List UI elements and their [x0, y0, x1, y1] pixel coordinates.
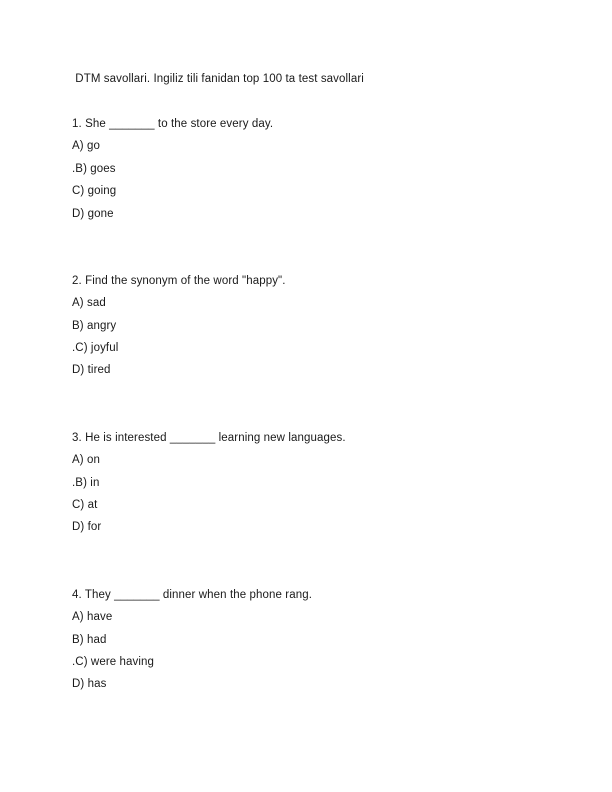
question-block-2: [72, 270, 576, 382]
question-block-3: [72, 427, 576, 539]
question-4-option-b: B) had: [72, 633, 107, 646]
question-1-option-b: .B) goes: [72, 162, 116, 175]
question-3-option-b: .B) in: [72, 476, 100, 489]
question-block-1: [72, 113, 576, 225]
document-title: DTM savollari. Ingiliz tili fanidan top 100 ta test savollari: [72, 73, 364, 85]
question-1-option-c: C) going: [72, 185, 117, 198]
question-4-option-a: A) have: [72, 611, 113, 624]
question-2-option-c: .C) joyful: [72, 342, 119, 355]
question-4-text: 4. They _______ dinner when the phone rang.: [72, 588, 313, 601]
question-1-text: 1. She _______ to the store every day.: [72, 117, 274, 130]
question-2-option-b: B) angry: [72, 319, 117, 332]
blank-line: [72, 539, 576, 561]
question-4-option-c: .C) were having: [72, 655, 155, 668]
document-content: [72, 68, 576, 696]
blank-line: [72, 561, 576, 583]
blank-line: [72, 247, 576, 269]
question-2-option-d: D) tired: [72, 364, 111, 377]
blank-line: [72, 382, 576, 404]
question-3-text: 3. He is interested _______ learning new languages.: [72, 431, 346, 444]
question-3-option-a: A) on: [72, 454, 100, 467]
blank-line: [72, 404, 576, 426]
blank-line: [72, 90, 576, 112]
question-1-option-d: D) gone: [72, 207, 114, 220]
question-block-4: [72, 584, 576, 696]
question-1-option-a: A) go: [72, 140, 100, 153]
question-4-option-d: D) has: [72, 678, 107, 691]
question-3-option-d: D) for: [72, 521, 102, 534]
question-2-option-a: A) sad: [72, 297, 106, 310]
question-2-text: 2. Find the synonym of the word "happy".: [72, 274, 286, 287]
question-3-option-c: C) at: [72, 499, 98, 512]
blank-line: [72, 225, 576, 247]
